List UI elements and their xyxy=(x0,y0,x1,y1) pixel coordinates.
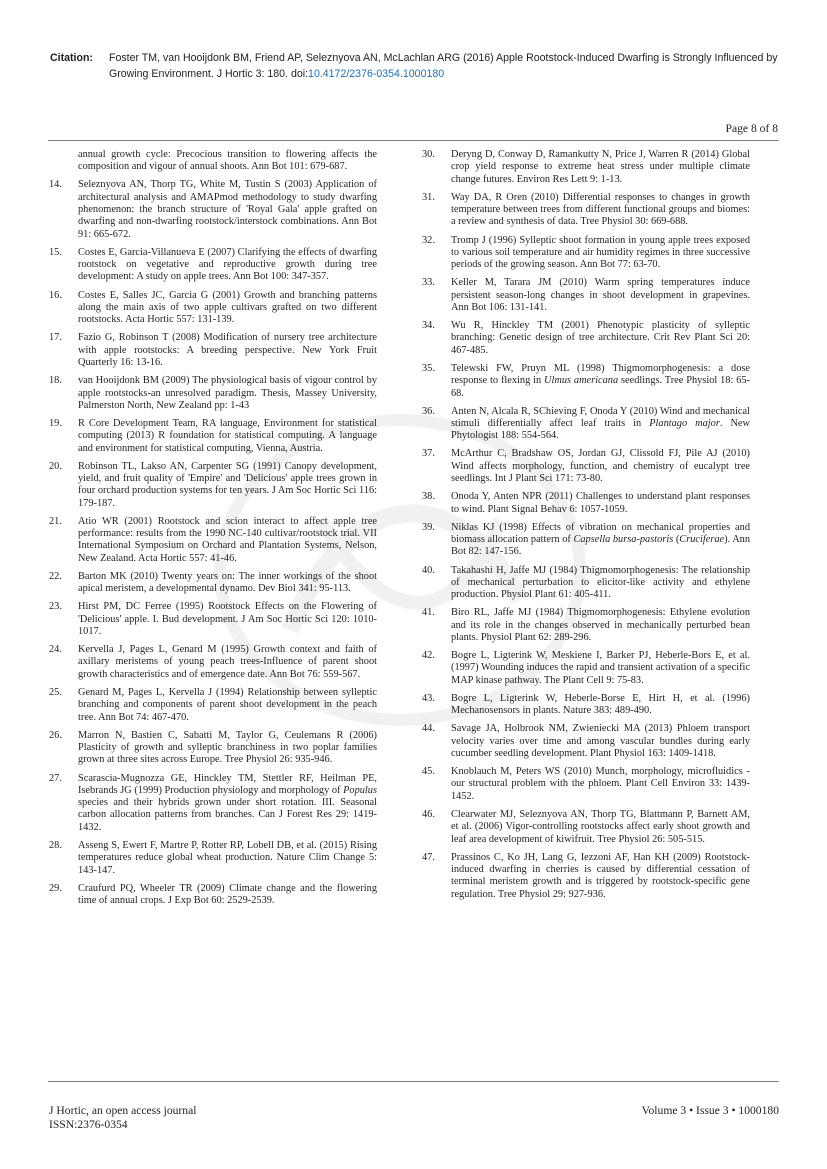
reference-number: 37. xyxy=(422,448,435,460)
references-right-column xyxy=(422,149,750,907)
reference-number: 38. xyxy=(422,491,435,503)
reference-italic: Populus xyxy=(343,784,377,796)
reference-number: 25. xyxy=(49,686,62,698)
footer-divider xyxy=(48,1081,779,1082)
reference-number: 18. xyxy=(49,375,62,387)
reference-item xyxy=(422,565,750,602)
reference-item xyxy=(422,235,750,272)
reference-number: 39. xyxy=(422,521,435,533)
footer-issn: ISSN:2376-0354 xyxy=(49,1118,128,1131)
reference-text: Savage JA, Holbrook NM, Zwieniecki MA (2013) Phloem transport velocity varies over time and among vascular bundles during early cucumber seedling development. Plant Physiol 163: 1409-1418. xyxy=(451,723,750,759)
footer-journal: J Hortic, an open access journal xyxy=(49,1104,197,1117)
reference-item xyxy=(49,840,377,877)
reference-item xyxy=(49,149,377,174)
reference-number: 17. xyxy=(49,332,62,344)
header-divider xyxy=(48,140,779,141)
doi-prefix: doi: xyxy=(290,68,309,80)
reference-text: Bogre L, Ligterink W, Meskiene I, Barker PJ, Heberle-Bors E, et al. (1997) Wounding induces the rapid and transient activation of a specific MAP kinase pathway. The Plant Cell 9: 75-83. xyxy=(451,650,750,686)
reference-item xyxy=(422,277,750,314)
reference-number: 24. xyxy=(49,644,62,656)
reference-text: Prassinos C, Ko JH, Lang G, Iezzoni AF, Han KH (2009) Rootstock-induced dwarfing in cherries is caused by differential cessation of terminal meristem growth and is triggered by rootstock-specific gene regulation. Tree Physiol 29: 927-936. xyxy=(451,851,750,900)
reference-text: Seleznyova AN, Thorp TG, White M, Tustin S (2003) Application of architectural analysis and AMAPmod methodology to study dwarfing phenomenon: the branch structure of 'Royal Gala' apple grafted on dwarfing and non-dwarfing rootstock/interstock combinations. Ann Bot 91: 665-672. xyxy=(78,179,377,240)
reference-number: 43. xyxy=(422,692,435,704)
reference-item xyxy=(422,607,750,644)
reference-number: 45. xyxy=(422,766,435,778)
reference-item xyxy=(422,149,750,186)
reference-item xyxy=(422,448,750,485)
reference-item xyxy=(49,332,377,369)
reference-text: ). Ann Bot 82: 147-156. xyxy=(451,534,751,558)
reference-item xyxy=(49,179,377,240)
reference-italic: Capsella bursa-pastoris xyxy=(573,534,674,546)
reference-text: Genard M, Pages L, Kervella J (1994) Relationship between sylleptic branching and components of parent shoot development in the peach tree. Ann Bot 74: 467-470. xyxy=(78,686,377,723)
reference-text: Knoblauch M, Peters WS (2010) Munch, morphology, microfluidics -our structural problem with the phloem. Plant Cell Environ 33: 1439-1452. xyxy=(451,766,750,802)
reference-text: Barton MK (2010) Twenty years on: The inner workings of the shoot apical meristem, a developmental dynamo. Dev Biol 341: 95-113. xyxy=(78,570,377,595)
reference-text: Bogre L, Ligterink W, Heberle-Borse E, Hirt H, et al. (1996) Mechanosensors in plants. Nature 383: 489-490. xyxy=(451,692,750,717)
page-number: Page 8 of 8 xyxy=(725,122,778,135)
reference-item xyxy=(49,883,377,908)
reference-number: 47. xyxy=(422,851,435,863)
reference-text: Atio WR (2001) Rootstock and scion interact to affect apple tree performance: results from the 1990 NC-140 cultivar/rootstock trial. VII International Symposium on Orchard and Plantation Systems, Nelson, New Zealand. Acta Hortic 557: 41-46. xyxy=(78,515,377,564)
reference-text: R Core Development Team, RA language, Environment for statistical computing (2013) R foundation for statistical computing. A language and environment for statistical computing, Vienna, Austria. xyxy=(78,417,377,454)
reference-text: seedlings. Tree Physiol 18: 65-68. xyxy=(451,375,750,399)
reference-text: species and their hybrids grown under short rotation. III. Seasonal carbon allocation patterns from branches. Can J Forest Res 29: 1419-1432. xyxy=(78,797,377,833)
reference-text: van Hooijdonk BM (2009) The physiological basis of vigour control by apple rootstocks-an unresolved paradigm. Thesis, Massey University, Palmerston North, New Zealand pp: 1-43 xyxy=(78,375,377,411)
reference-number: 23. xyxy=(49,601,62,613)
reference-text: Kervella J, Pages L, Genard M (1995) Growth context and faith of axillary meristems of young peach trees-Influence of parent shoot growth characteristics and of emergence date. Ann Bot 76: 559-567. xyxy=(78,644,377,680)
reference-text: Costes E, Garcia-Villanueva E (2007) Clarifying the effects of dwarfing rootstock on vegetative and reproductive growth during tree development: A study on apple trees. Ann Bot 100: 347-357. xyxy=(78,246,377,283)
reference-text: Takahashi H, Jaffe MJ (1984) Thigmomorphogenesis: The relationship of mechanical perturbation to elicitor-like activity and ethylene production. Physiol Plant 61: 405-411. xyxy=(451,564,750,601)
reference-text: Telewski FW, Pruyn ML (1998) Thigmomorphogenesis: a dose response to flexing in xyxy=(451,362,750,387)
reference-number: 36. xyxy=(422,405,435,417)
reference-item xyxy=(422,192,750,229)
footer-volume: Volume 3 • Issue 3 • 1000180 xyxy=(641,1104,779,1117)
reference-text: Anten N, Alcala R, SChieving F, Onoda Y (2010) Wind and mechanical stimuli differentially affect leaf traits in xyxy=(451,405,750,429)
reference-text: Scarascia-Mugnozza GE, Hinckley TM, Stettler RF, Heilman PE, Isebrands JG (1999) Production physiology and morphology of xyxy=(78,772,377,796)
reference-number: 32. xyxy=(422,234,435,246)
reference-number: 41. xyxy=(422,607,435,619)
reference-text: Niklas KJ (1998) Effects of vibration on mechanical properties and biomass allocation pattern of xyxy=(451,521,750,546)
reference-text: McArthur C, Bradshaw OS, Jordan GJ, Clissold FJ, Pile AJ (2010) Wind affects morphology, function, and chemistry of eucalypt tree seedlings. Int J Plant Sci 171: 73-80. xyxy=(451,448,750,485)
reference-item xyxy=(422,650,750,687)
reference-item xyxy=(422,406,750,443)
reference-item xyxy=(49,687,377,724)
reference-item xyxy=(422,320,750,357)
reference-number: 26. xyxy=(49,729,62,741)
reference-number: 44. xyxy=(422,723,435,735)
reference-number: 16. xyxy=(49,289,62,301)
reference-text: ( xyxy=(673,534,680,546)
reference-item xyxy=(422,491,750,516)
citation-label: Citation: xyxy=(50,52,93,64)
reference-text: Asseng S, Ewert F, Martre P, Rotter RP, Lobell DB, et al. (2015) Rising temperatures reduce global wheat production. Nature Clim Change 5: 143-147. xyxy=(78,839,377,876)
footer-left xyxy=(49,1104,196,1132)
reference-item xyxy=(49,601,377,638)
reference-number: 21. xyxy=(49,515,62,527)
reference-number: 27. xyxy=(49,772,62,784)
citation-block xyxy=(50,50,780,82)
reference-text: Costes E, Salles JC, Garcia G (2001) Growth and branching patterns along the main axis of two apple cultivars grafted on two different rootstocks. Acta Hortic 557: 131-139. xyxy=(78,289,377,326)
reference-item xyxy=(49,247,377,284)
reference-item xyxy=(49,773,377,834)
reference-number: 30. xyxy=(422,149,435,160)
reference-text: Fazio G, Robinson T (2008) Modification of nursery tree architecture with apple rootstocks: A breeding perspective. New York Fruit Quarterly 16: 13-16. xyxy=(78,332,377,369)
citation-text-wrap xyxy=(109,50,780,82)
reference-item xyxy=(422,723,750,760)
reference-text: Biro RL, Jaffe MJ (1984) Thigmomorphogenesis: Ethylene evolution and its role in the changes observed in mechanically perturbed bean plants. Physiol Plant 62: 289-296. xyxy=(451,607,750,643)
reference-item xyxy=(422,522,750,559)
reference-number: 31. xyxy=(422,191,435,203)
reference-item xyxy=(49,644,377,681)
reference-text: Wu R, Hinckley TM (2001) Phenotypic plasticity of sylleptic branching: Genetic design of tree architecture. Crit Rev Plant Sci 20: 467-485. xyxy=(451,320,750,356)
reference-item xyxy=(422,852,750,901)
references-left-column xyxy=(49,149,377,913)
reference-item xyxy=(49,375,377,412)
reference-number: 28. xyxy=(49,839,62,851)
reference-italic: Plantago major xyxy=(649,417,720,429)
reference-item xyxy=(49,571,377,596)
reference-number: 33. xyxy=(422,277,435,289)
reference-item xyxy=(49,461,377,510)
reference-text: Hirst PM, DC Ferree (1995) Rootstock Effects on the Flowering of 'Delicious' apple. I. Bud development. J Am Soc Hortic Sci 120: 1010-1017. xyxy=(78,601,377,637)
reference-item xyxy=(49,516,377,565)
reference-text: . New Phytologist 188: 554-564. xyxy=(451,417,750,442)
reference-number: 40. xyxy=(422,564,435,576)
reference-item xyxy=(49,290,377,327)
reference-number: 22. xyxy=(49,570,62,582)
reference-text: Marron N, Bastien C, Sabatti M, Taylor G, Ceulemans R (2006) Plasticity of growth and sylleptic branchiness in two poplar families grown at three sites across Europe. Tree Physiol 26: 935-946. xyxy=(78,729,377,766)
reference-number: 20. xyxy=(49,460,62,472)
reference-number: 15. xyxy=(49,246,62,258)
reference-number: 19. xyxy=(49,417,62,429)
reference-number: 34. xyxy=(422,320,435,332)
reference-number: 35. xyxy=(422,362,435,374)
reference-item xyxy=(49,418,377,455)
citation-text: Foster TM, van Hooijdonk BM, Friend AP, Seleznyova AN, McLachlan ARG (2016) Apple Rootstock-Induced Dwarfing is Strongly Influenced by Growing Environment. J Hortic 3: 180. xyxy=(109,52,778,80)
doi-link[interactable]: 10.4172/2376-0354.1000180 xyxy=(308,68,445,80)
reference-italic: Ulmus americana xyxy=(544,375,619,387)
reference-text: Craufurd PQ, Wheeler TR (2009) Climate change and the flowering time of annual crops. J Exp Bot 60: 2529-2539. xyxy=(78,882,377,906)
reference-item xyxy=(422,693,750,718)
reference-text: Way DA, R Oren (2010) Differential responses to changes in growth temperature between trees from different functional groups and biomes: a review and synthesis of data. Tree Physiol 30: 669-688. xyxy=(451,191,750,228)
reference-number: 46. xyxy=(422,808,435,820)
reference-text: Onoda Y, Anten NPR (2011) Challenges to understand plant responses to wind. Plant Signal Behav 6: 1057-1059. xyxy=(451,491,750,515)
reference-text: Deryng D, Conway D, Ramankutty N, Price J, Warren R (2014) Global crop yield response to extreme heat stress under multiple climate change futures. Environ Res Lett 9: 1-13. xyxy=(451,149,750,185)
reference-text: Robinson TL, Lakso AN, Carpenter SG (1991) Canopy development, yield, and fruit quality of 'Empire' and 'Delicious' apple trees grown in four orchard production systems for ten years. J Am Soc Hortic Sci 116: 179-187. xyxy=(78,460,377,509)
reference-number: 14. xyxy=(49,179,62,191)
reference-text: Tromp J (1996) Sylleptic shoot formation in young apple trees exposed to various soil temperature and air humidity regimes in three successive periods of the growing season. Ann Bot 77: 63-70. xyxy=(451,234,750,271)
reference-number: 29. xyxy=(49,882,62,894)
reference-italic: Cruciferae xyxy=(679,534,725,546)
reference-text: Keller M, Tarara JM (2010) Warm spring temperatures induce persistent season-long changes in shoot development in grapevines. Ann Bot 106: 131-141. xyxy=(451,277,750,313)
reference-item xyxy=(422,363,750,400)
reference-item xyxy=(49,730,377,767)
reference-item xyxy=(422,766,750,803)
reference-text: Clearwater MJ, Seleznyova AN, Thorp TG, Blattmann P, Barnett AM, et al. (2006) Vigor-controlling rootstocks affect early shoot growth and leaf area development of kiwifruit. Tree Physiol 26: 505-515. xyxy=(451,808,750,845)
reference-number: 42. xyxy=(422,650,435,662)
reference-text: annual growth cycle: Precocious transition to flowering affects the composition and vigour of annual shoots. Ann Bot 101: 679-687. xyxy=(78,149,377,173)
reference-item xyxy=(422,809,750,846)
